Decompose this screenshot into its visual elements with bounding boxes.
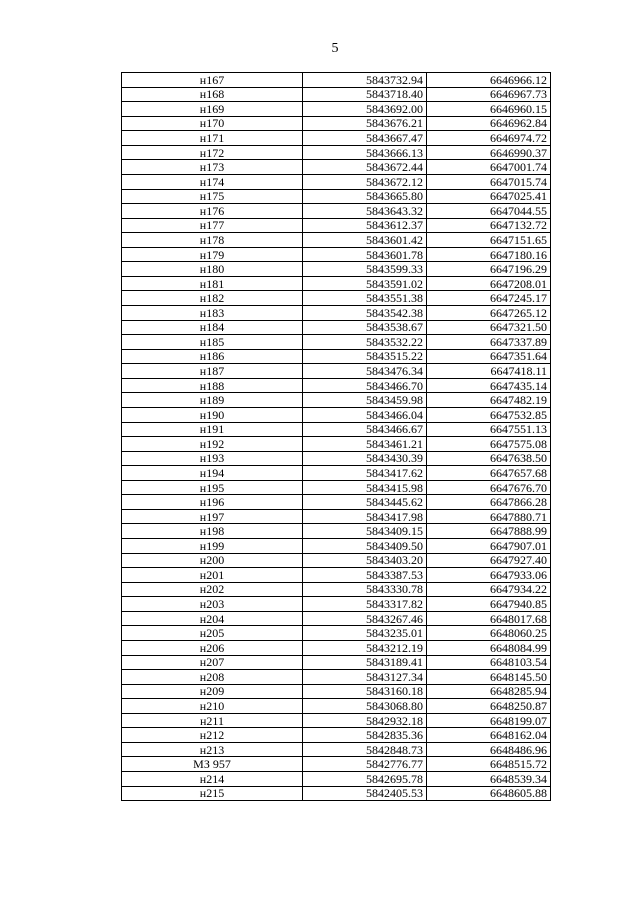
table-row <box>122 422 551 437</box>
table-row <box>122 291 551 306</box>
point-name-cell: н194 <box>122 466 303 481</box>
x-coordinate-cell: 5842695.78 <box>303 772 427 787</box>
x-coordinate-cell: 5843409.15 <box>303 524 427 539</box>
table-row <box>122 233 551 248</box>
y-coordinate-cell: 6648285.94 <box>427 684 551 699</box>
point-name-cell: н172 <box>122 145 303 160</box>
table-row <box>122 524 551 539</box>
y-coordinate-cell: 6647532.85 <box>427 407 551 422</box>
table-row <box>122 713 551 728</box>
table-row <box>122 116 551 131</box>
table-row <box>122 626 551 641</box>
x-coordinate-cell: 5843515.22 <box>303 349 427 364</box>
x-coordinate-cell: 5842932.18 <box>303 713 427 728</box>
x-coordinate-cell: 5843551.38 <box>303 291 427 306</box>
y-coordinate-cell: 6646990.37 <box>427 145 551 160</box>
table-row <box>122 670 551 685</box>
x-coordinate-cell: 5843732.94 <box>303 73 427 88</box>
point-name-cell: МЗ 957 <box>122 757 303 772</box>
x-coordinate-cell: 5843317.82 <box>303 597 427 612</box>
x-coordinate-cell: 5843267.46 <box>303 611 427 626</box>
point-name-cell: н181 <box>122 276 303 291</box>
y-coordinate-cell: 6646966.12 <box>427 73 551 88</box>
table-row <box>122 335 551 350</box>
point-name-cell: н200 <box>122 553 303 568</box>
x-coordinate-cell: 5842835.36 <box>303 728 427 743</box>
table-row <box>122 699 551 714</box>
y-coordinate-cell: 6647575.08 <box>427 437 551 452</box>
point-name-cell: н211 <box>122 713 303 728</box>
table-row <box>122 160 551 175</box>
point-name-cell: н210 <box>122 699 303 714</box>
y-coordinate-cell: 6648162.04 <box>427 728 551 743</box>
x-coordinate-cell: 5843212.19 <box>303 640 427 655</box>
x-coordinate-cell: 5843417.62 <box>303 466 427 481</box>
table-row <box>122 145 551 160</box>
point-name-cell: н189 <box>122 393 303 408</box>
y-coordinate-cell: 6647940.85 <box>427 597 551 612</box>
point-name-cell: н183 <box>122 306 303 321</box>
table-row <box>122 218 551 233</box>
y-coordinate-cell: 6647551.13 <box>427 422 551 437</box>
y-coordinate-cell: 6648145.50 <box>427 670 551 685</box>
y-coordinate-cell: 6647351.64 <box>427 349 551 364</box>
x-coordinate-cell: 5843542.38 <box>303 306 427 321</box>
table-row <box>122 655 551 670</box>
y-coordinate-cell: 6647044.55 <box>427 204 551 219</box>
y-coordinate-cell: 6647337.89 <box>427 335 551 350</box>
point-name-cell: н201 <box>122 568 303 583</box>
y-coordinate-cell: 6647208.01 <box>427 276 551 291</box>
y-coordinate-cell: 6647880.71 <box>427 509 551 524</box>
x-coordinate-cell: 5843532.22 <box>303 335 427 350</box>
table-row <box>122 582 551 597</box>
table-row <box>122 262 551 277</box>
y-coordinate-cell: 6647265.12 <box>427 306 551 321</box>
x-coordinate-cell: 5843666.13 <box>303 145 427 160</box>
point-name-cell: н190 <box>122 407 303 422</box>
point-name-cell: н175 <box>122 189 303 204</box>
x-coordinate-cell: 5842848.73 <box>303 742 427 757</box>
point-name-cell: н214 <box>122 772 303 787</box>
point-name-cell: н176 <box>122 204 303 219</box>
point-name-cell: н168 <box>122 87 303 102</box>
x-coordinate-cell: 5843591.02 <box>303 276 427 291</box>
table-row <box>122 742 551 757</box>
y-coordinate-cell: 6648199.07 <box>427 713 551 728</box>
x-coordinate-cell: 5843127.34 <box>303 670 427 685</box>
x-coordinate-cell: 5843599.33 <box>303 262 427 277</box>
table-row <box>122 597 551 612</box>
y-coordinate-cell: 6647907.01 <box>427 539 551 554</box>
table-row <box>122 451 551 466</box>
table-row <box>122 437 551 452</box>
y-coordinate-cell: 6647015.74 <box>427 174 551 189</box>
table-row <box>122 87 551 102</box>
y-coordinate-cell: 6647676.70 <box>427 480 551 495</box>
x-coordinate-cell: 5843676.21 <box>303 116 427 131</box>
point-name-cell: н171 <box>122 131 303 146</box>
y-coordinate-cell: 6646967.73 <box>427 87 551 102</box>
y-coordinate-cell: 6647866.28 <box>427 495 551 510</box>
table-row <box>122 364 551 379</box>
table-row <box>122 73 551 88</box>
x-coordinate-cell: 5843612.37 <box>303 218 427 233</box>
point-name-cell: н173 <box>122 160 303 175</box>
point-name-cell: н185 <box>122 335 303 350</box>
table-row <box>122 495 551 510</box>
y-coordinate-cell: 6647888.99 <box>427 524 551 539</box>
point-name-cell: н174 <box>122 174 303 189</box>
table-row <box>122 349 551 364</box>
x-coordinate-cell: 5843160.18 <box>303 684 427 699</box>
y-coordinate-cell: 6647151.65 <box>427 233 551 248</box>
table-row <box>122 320 551 335</box>
y-coordinate-cell: 6647196.29 <box>427 262 551 277</box>
x-coordinate-cell: 5843403.20 <box>303 553 427 568</box>
point-name-cell: н179 <box>122 247 303 262</box>
point-name-cell: н187 <box>122 364 303 379</box>
x-coordinate-cell: 5843189.41 <box>303 655 427 670</box>
x-coordinate-cell: 5843601.78 <box>303 247 427 262</box>
y-coordinate-cell: 6648017.68 <box>427 611 551 626</box>
x-coordinate-cell: 5843643.32 <box>303 204 427 219</box>
table-row <box>122 509 551 524</box>
y-coordinate-cell: 6647927.40 <box>427 553 551 568</box>
x-coordinate-cell: 5843415.98 <box>303 480 427 495</box>
y-coordinate-cell: 6648084.99 <box>427 640 551 655</box>
y-coordinate-cell: 6648250.87 <box>427 699 551 714</box>
point-name-cell: н205 <box>122 626 303 641</box>
y-coordinate-cell: 6648515.72 <box>427 757 551 772</box>
y-coordinate-cell: 6647934.22 <box>427 582 551 597</box>
point-name-cell: н198 <box>122 524 303 539</box>
point-name-cell: н169 <box>122 102 303 117</box>
x-coordinate-cell: 5843417.98 <box>303 509 427 524</box>
x-coordinate-cell: 5843466.04 <box>303 407 427 422</box>
x-coordinate-cell: 5843672.44 <box>303 160 427 175</box>
point-name-cell: н192 <box>122 437 303 452</box>
table-row <box>122 539 551 554</box>
x-coordinate-cell: 5843445.62 <box>303 495 427 510</box>
point-name-cell: н197 <box>122 509 303 524</box>
x-coordinate-cell: 5843667.47 <box>303 131 427 146</box>
x-coordinate-cell: 5843466.67 <box>303 422 427 437</box>
point-name-cell: н215 <box>122 786 303 801</box>
table-row <box>122 553 551 568</box>
y-coordinate-cell: 6648103.54 <box>427 655 551 670</box>
point-name-cell: н199 <box>122 539 303 554</box>
point-name-cell: н207 <box>122 655 303 670</box>
y-coordinate-cell: 6647657.68 <box>427 466 551 481</box>
point-name-cell: н196 <box>122 495 303 510</box>
y-coordinate-cell: 6647132.72 <box>427 218 551 233</box>
y-coordinate-cell: 6647418.11 <box>427 364 551 379</box>
x-coordinate-cell: 5843461.21 <box>303 437 427 452</box>
point-name-cell: н206 <box>122 640 303 655</box>
table-row <box>122 306 551 321</box>
y-coordinate-cell: 6647933.06 <box>427 568 551 583</box>
table-row <box>122 407 551 422</box>
table-row <box>122 102 551 117</box>
y-coordinate-cell: 6648605.88 <box>427 786 551 801</box>
point-name-cell: н188 <box>122 378 303 393</box>
x-coordinate-cell: 5843466.70 <box>303 378 427 393</box>
coordinates-table-body <box>122 73 551 801</box>
point-name-cell: н212 <box>122 728 303 743</box>
table-row <box>122 786 551 801</box>
table-row <box>122 378 551 393</box>
x-coordinate-cell: 5843235.01 <box>303 626 427 641</box>
y-coordinate-cell: 6647025.41 <box>427 189 551 204</box>
table-row <box>122 174 551 189</box>
x-coordinate-cell: 5843387.53 <box>303 568 427 583</box>
y-coordinate-cell: 6647321.50 <box>427 320 551 335</box>
point-name-cell: н208 <box>122 670 303 685</box>
table-row <box>122 757 551 772</box>
table-row <box>122 728 551 743</box>
point-name-cell: н204 <box>122 611 303 626</box>
table-row <box>122 276 551 291</box>
table-row <box>122 640 551 655</box>
x-coordinate-cell: 5843459.98 <box>303 393 427 408</box>
x-coordinate-cell: 5842405.53 <box>303 786 427 801</box>
page-number: 5 <box>331 41 339 56</box>
y-coordinate-cell: 6647180.16 <box>427 247 551 262</box>
point-name-cell: н191 <box>122 422 303 437</box>
point-name-cell: н180 <box>122 262 303 277</box>
point-name-cell: н209 <box>122 684 303 699</box>
y-coordinate-cell: 6648486.96 <box>427 742 551 757</box>
table-row <box>122 204 551 219</box>
x-coordinate-cell: 5843601.42 <box>303 233 427 248</box>
point-name-cell: н167 <box>122 73 303 88</box>
x-coordinate-cell: 5843409.50 <box>303 539 427 554</box>
point-name-cell: н193 <box>122 451 303 466</box>
y-coordinate-cell: 6648539.34 <box>427 772 551 787</box>
point-name-cell: н170 <box>122 116 303 131</box>
table-row <box>122 393 551 408</box>
point-name-cell: н186 <box>122 349 303 364</box>
x-coordinate-cell: 5843068.80 <box>303 699 427 714</box>
point-name-cell: н203 <box>122 597 303 612</box>
coordinates-table <box>121 72 551 801</box>
y-coordinate-cell: 6646962.84 <box>427 116 551 131</box>
point-name-cell: н178 <box>122 233 303 248</box>
y-coordinate-cell: 6647482.19 <box>427 393 551 408</box>
point-name-cell: н177 <box>122 218 303 233</box>
y-coordinate-cell: 6647638.50 <box>427 451 551 466</box>
point-name-cell: н202 <box>122 582 303 597</box>
table-row <box>122 684 551 699</box>
y-coordinate-cell: 6646960.15 <box>427 102 551 117</box>
table-row <box>122 189 551 204</box>
table-row <box>122 466 551 481</box>
x-coordinate-cell: 5843718.40 <box>303 87 427 102</box>
x-coordinate-cell: 5842776.77 <box>303 757 427 772</box>
point-name-cell: н195 <box>122 480 303 495</box>
x-coordinate-cell: 5843672.12 <box>303 174 427 189</box>
point-name-cell: н182 <box>122 291 303 306</box>
table-row <box>122 611 551 626</box>
table-row <box>122 247 551 262</box>
x-coordinate-cell: 5843476.34 <box>303 364 427 379</box>
x-coordinate-cell: 5843665.80 <box>303 189 427 204</box>
point-name-cell: н213 <box>122 742 303 757</box>
table-row <box>122 568 551 583</box>
table-row <box>122 772 551 787</box>
y-coordinate-cell: 6647001.74 <box>427 160 551 175</box>
y-coordinate-cell: 6646974.72 <box>427 131 551 146</box>
table-row <box>122 131 551 146</box>
y-coordinate-cell: 6647245.17 <box>427 291 551 306</box>
y-coordinate-cell: 6647435.14 <box>427 378 551 393</box>
x-coordinate-cell: 5843330.78 <box>303 582 427 597</box>
table-row <box>122 480 551 495</box>
x-coordinate-cell: 5843538.67 <box>303 320 427 335</box>
x-coordinate-cell: 5843692.00 <box>303 102 427 117</box>
x-coordinate-cell: 5843430.39 <box>303 451 427 466</box>
point-name-cell: н184 <box>122 320 303 335</box>
y-coordinate-cell: 6648060.25 <box>427 626 551 641</box>
